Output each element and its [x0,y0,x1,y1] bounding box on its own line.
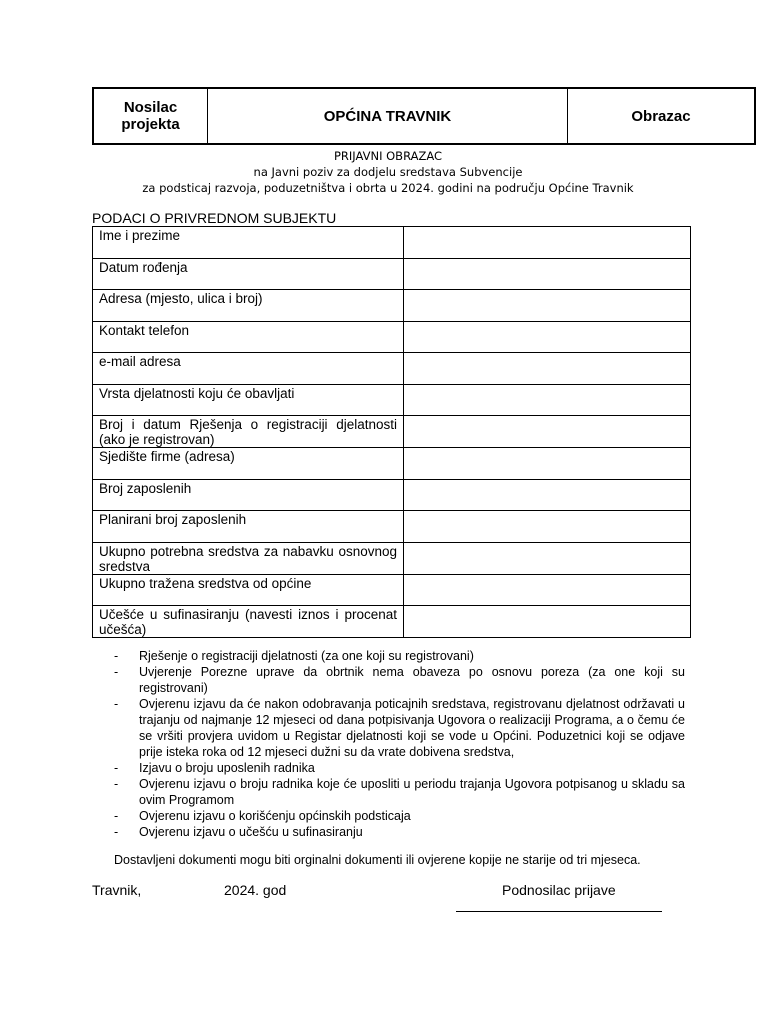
dash-bullet: - [114,809,119,823]
signature-line[interactable] [456,911,662,912]
form-cell: Obrazac [631,107,691,125]
field-value-cell[interactable] [404,606,691,638]
field-value-cell[interactable] [404,384,691,416]
field-value-cell[interactable] [404,479,691,511]
field-value-cell[interactable] [404,258,691,290]
field-value-cell[interactable] [404,321,691,353]
table-row [93,353,691,385]
field-value-cell[interactable] [404,542,691,574]
list-item [92,808,685,824]
document-text: Ovjerenu izjavu o broju radnika koje će uposliti u periodu trajanja Ugovora potpisanog u skladu sa ovim Programom [139,777,685,807]
document-text: Izjavu o broju uposlenih radnika [139,761,315,775]
field-value-cell[interactable] [404,290,691,322]
table-row [93,384,691,416]
field-label: Datum rođenja [93,258,404,290]
place-label: Travnik, [92,882,142,898]
list-item [92,760,685,776]
field-label: Ukupno potrebna sredstva za nabavku osnovnog sredstva [93,542,404,574]
applicant-label: Podnosilac prijave [502,882,616,898]
field-label: Ukupno tražena sredstva od općine [93,574,404,606]
required-documents-list [92,648,685,840]
field-label: Planirani broj zaposlenih [93,511,404,543]
section-title: PODACI O PRIVREDNOM SUBJEKTU [92,210,337,226]
field-value-cell[interactable] [404,353,691,385]
table-row [93,448,691,480]
document-text: Ovjerenu izjavu o učešću u sufinasiranju [139,825,363,839]
field-label: Kontakt telefon [93,321,404,353]
municipality-cell: OPĆINA TRAVNIK [208,89,568,143]
list-item [92,824,685,840]
subject-data-table [92,226,691,638]
year-label: 2024. god [224,882,287,898]
subtitle-line-3: za podsticaj razvoja, poduzetništva i obrta u 2024. godini na području Općine Travnik [142,181,634,195]
document-text: Ovjerenu izjavu o korišćenju općinskih podsticaja [139,809,411,823]
table-row [93,511,691,543]
list-item [92,776,685,808]
dash-bullet: - [114,649,119,663]
document-text: Uvjerenje Porezne uprave da obrtnik nema obaveza po osnovu poreza (za one koji su registrovani) [139,665,685,695]
field-value-cell[interactable] [404,511,691,543]
field-label: Adresa (mjesto, ulica i broj) [93,290,404,322]
table-row [93,574,691,606]
field-value-cell[interactable] [404,574,691,606]
table-row [93,606,691,638]
document-text: Ovjerenu izjavu da će nakon odobravanja poticajnih sredstava, registrovanu djelatnost održavati u trajanju od najmanje 12 mjeseci od dana potpisivanja Ugovora o realizaciji Programa, a o čemu će se vršiti provjera uvidom u Registar djelatnosti koji se vode u Općini. Poduzetnici koji se odjave prije isteka roka od 12 mjeseci dužni su da vrate dobivena sredstva, [139,697,685,759]
field-label: Vrsta djelatnosti koju će obavljati [93,384,404,416]
dash-bullet: - [114,825,119,839]
table-row [93,321,691,353]
field-value-cell[interactable] [404,416,691,448]
form-subtitle [92,148,684,196]
list-item [92,648,685,664]
field-value-cell[interactable] [404,227,691,259]
table-row [93,258,691,290]
document-text: Rješenje o registraciji djelatnosti (za one koji su registrovani) [139,649,474,663]
table-row [93,290,691,322]
project-holder-cell: Nosilac projekta [94,89,208,143]
field-label: Učešće u sufinasiranju (navesti iznos i procenat učešća) [93,606,404,638]
table-row [93,479,691,511]
dash-bullet: - [114,761,119,775]
table-row [93,227,691,259]
dash-bullet: - [114,697,119,711]
subtitle-line-1: PRIJAVNI OBRAZAC [333,149,443,163]
field-label: e-mail adresa [93,353,404,385]
subtitle-line-2: na Javni poziv za dodjelu sredstava Subvencije [253,165,523,179]
table-row [93,416,691,448]
field-label: Broj zaposlenih [93,479,404,511]
table-row [93,542,691,574]
list-item [92,696,685,760]
field-value-cell[interactable] [404,448,691,480]
list-item [92,664,685,696]
dash-bullet: - [114,665,119,679]
documents-note: Dostavljeni dokumenti mogu biti orginalni dokumenti ili ovjerene kopije ne starije od tri mjeseca. [114,853,641,867]
field-label: Broj i datum Rješenja o registraciji djelatnosti (ako je registrovan) [93,416,404,448]
dash-bullet: - [114,777,119,791]
field-label: Sjedište firme (adresa) [93,448,404,480]
field-label: Ime i prezime [93,227,404,259]
header-table [92,87,756,145]
